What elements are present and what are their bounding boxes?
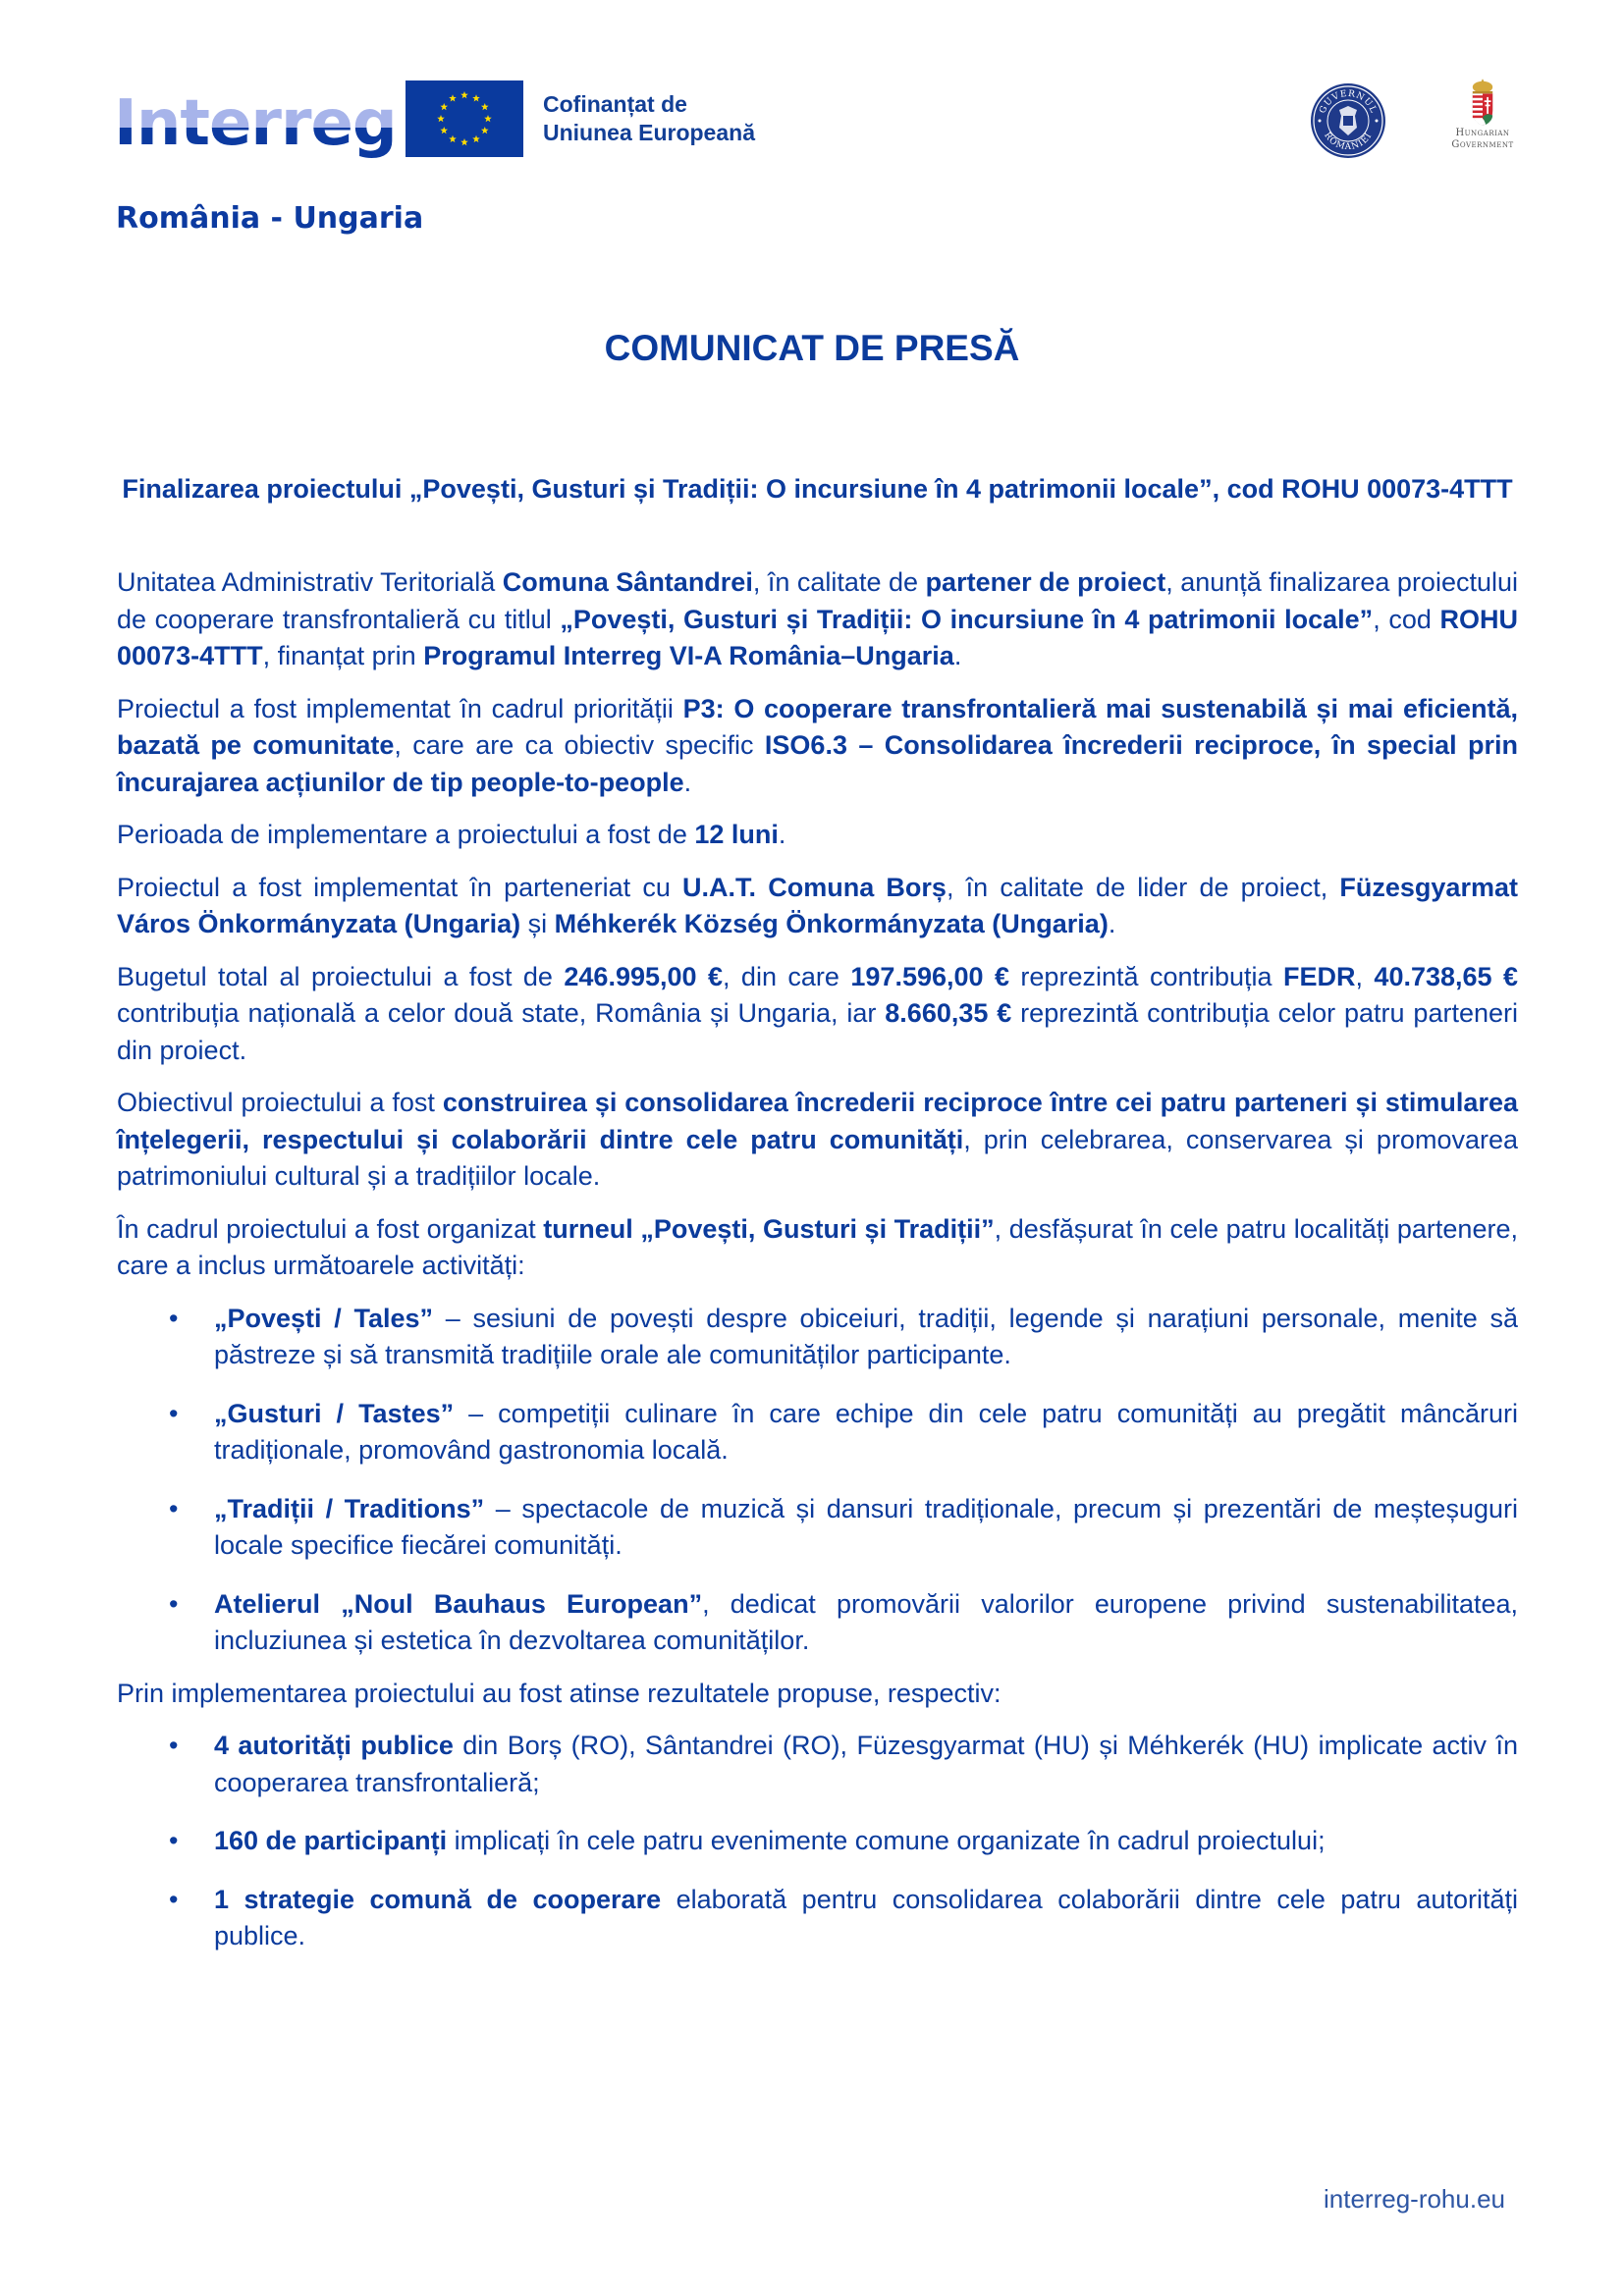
body-text: . bbox=[683, 767, 692, 797]
emphasis-text: „Povești, Gusturi și Tradiții: O incursiune în 4 patrimonii locale” bbox=[560, 604, 1374, 634]
press-release-body bbox=[117, 564, 1518, 1971]
paragraph-budget bbox=[117, 959, 1518, 1070]
body-text: Unitatea Administrativ Teritorială bbox=[117, 567, 503, 597]
body-text: , prin celebrarea, conservarea și promovarea patrimoniului cultural și a tradițiilor locale. bbox=[117, 1124, 1518, 1191]
emphasis-text: 40.738,65 € bbox=[1374, 961, 1518, 991]
bullet-icon: • bbox=[169, 1493, 179, 1523]
body-text: , bbox=[1355, 961, 1375, 991]
eu-cofinance-text bbox=[543, 90, 755, 147]
bullet-icon: • bbox=[169, 1826, 179, 1855]
emphasis-text: 12 luni bbox=[694, 820, 779, 849]
bullet-icon: • bbox=[169, 1303, 179, 1333]
eu-star-icon bbox=[460, 91, 468, 98]
body-text: , dedicat promovării valorilor europene privind sustenabilitatea, incluziunea și estetica în dezvoltarea comunităților. bbox=[214, 1588, 1518, 1655]
bullet-icon: • bbox=[169, 1588, 179, 1619]
body-text: Bugetul total al proiectului a fost de bbox=[117, 961, 565, 991]
emphasis-text: Atelierul „Noul Bauhaus European” bbox=[214, 1588, 703, 1619]
activity-list-item bbox=[117, 1586, 1518, 1660]
paragraph-objective bbox=[117, 1085, 1518, 1196]
emphasis-text: construirea și consolidarea încrederii reciproce între cei patru parteneri și stimularea înțelegerii, respectului și colaborării dintre cele patru comunități bbox=[117, 1088, 1518, 1154]
body-text: , care are ca obiectiv specific bbox=[394, 730, 765, 760]
bullet-icon: • bbox=[169, 1884, 179, 1914]
activity-list-item bbox=[117, 1491, 1518, 1565]
body-text: , în calitate de bbox=[752, 567, 926, 597]
body-text: Proiectul a fost implementat în cadrul priorității bbox=[117, 693, 683, 723]
emphasis-text: 160 de participanți bbox=[214, 1826, 448, 1855]
footer-website-link[interactable]: interreg-rohu.eu bbox=[1324, 2184, 1505, 2214]
body-text: În cadrul proiectului a fost organizat bbox=[117, 1213, 544, 1244]
ro-seal-bottom-text: ROMÂNIEI bbox=[1322, 131, 1375, 153]
eu-cofinance-line2: Uniunea Europeană bbox=[543, 120, 755, 145]
result-list-item bbox=[117, 1882, 1518, 1955]
eu-cofinance-line1: Cofinanțat de bbox=[543, 91, 687, 117]
body-text: , anunță finalizarea proiectului de cooperare transfrontalieră cu titlul bbox=[117, 567, 1518, 634]
romanian-government-seal-icon bbox=[1310, 82, 1386, 159]
emphasis-text: ISO6.3 – Consolidarea încrederii reciproce, în special prin încurajarea acțiunilor de tip people-to-people bbox=[117, 730, 1518, 797]
eu-star-icon bbox=[449, 135, 457, 142]
hu-gov-line2: Government bbox=[1451, 139, 1514, 150]
hungarian-coat-of-arms-icon bbox=[1466, 77, 1499, 128]
result-list-item bbox=[117, 1823, 1518, 1860]
interreg-logo: Interreg bbox=[114, 87, 397, 160]
eu-star-icon bbox=[484, 115, 492, 122]
eu-star-icon bbox=[472, 94, 480, 101]
bullet-icon: • bbox=[169, 1731, 179, 1760]
body-text: . bbox=[953, 641, 962, 670]
ro-seal-top-text: GUVERNUL bbox=[1318, 88, 1379, 116]
eu-star-icon bbox=[481, 127, 489, 133]
body-text: Obiectivul proiectului a fost bbox=[117, 1088, 443, 1117]
body-text: . bbox=[1108, 909, 1116, 938]
eu-flag-icon bbox=[406, 80, 523, 157]
body-text: – spectacole de muzică și dansuri tradiționale, precum și prezentări de meșteșuguri locale specifice fiecărei comunități. bbox=[214, 1493, 1518, 1560]
body-text: , desfășurat în cele patru localități partenere, care a inclus următoarele activități: bbox=[117, 1213, 1518, 1280]
emphasis-text: U.A.T. Comuna Borș bbox=[682, 872, 947, 902]
emphasis-text: 246.995,00 € bbox=[564, 961, 723, 991]
body-text: Prin implementarea proiectului au fost atinse rezultatele propuse, respectiv: bbox=[117, 1678, 1001, 1708]
program-area-label: România - Ungaria bbox=[116, 201, 424, 236]
body-text: . bbox=[778, 820, 786, 849]
paragraph-partnership bbox=[117, 870, 1518, 943]
results-list bbox=[117, 1728, 1518, 1955]
body-text: Proiectul a fost implementat în parteneriat cu bbox=[117, 872, 683, 902]
emphasis-text: 8.660,35 € bbox=[885, 998, 1012, 1028]
emphasis-text: 197.596,00 € bbox=[850, 961, 1009, 991]
emphasis-text: 1 strategie comună de cooperare bbox=[214, 1884, 662, 1914]
body-text: reprezintă contribuția bbox=[1008, 961, 1283, 991]
activity-list-item bbox=[117, 1396, 1518, 1469]
emphasis-text: Méhkerék Község Önkormányzata (Ungaria) bbox=[554, 909, 1109, 938]
paragraph-tour bbox=[117, 1211, 1518, 1285]
eu-star-icon bbox=[481, 103, 489, 110]
body-text: , din care bbox=[722, 961, 851, 991]
emphasis-text: „Gusturi / Tastes” bbox=[214, 1398, 455, 1428]
body-text: implicați în cele patru evenimente comune organizate în cadrul proiectului; bbox=[447, 1826, 1326, 1855]
body-text: Perioada de implementare a proiectului a fost de bbox=[117, 820, 695, 849]
emphasis-text: Füzesgyarmat Város Önkormányzata (Ungaria) bbox=[117, 872, 1518, 938]
bullet-icon: • bbox=[169, 1398, 179, 1428]
emphasis-text: turneul „Povești, Gusturi și Tradiții” bbox=[543, 1213, 995, 1244]
emphasis-text: 4 autorități publice bbox=[214, 1731, 454, 1760]
body-text: – sesiuni de povești despre obiceiuri, tradiții, legende și narațiuni personale, menite să păstreze și să transmită tradițiile orale ale comunităților participante. bbox=[214, 1303, 1518, 1369]
eu-star-icon bbox=[437, 115, 445, 122]
emphasis-text: ROHU 00073-4TTT bbox=[117, 604, 1518, 670]
emphasis-text: partener de proiect bbox=[925, 567, 1166, 597]
body-text: , în calitate de lider de proiect, bbox=[946, 872, 1340, 902]
body-text: , cod bbox=[1373, 604, 1440, 634]
emphasis-text: „Tradiții / Traditions” bbox=[214, 1493, 485, 1523]
body-text: reprezintă contribuția celor patru parteneri din proiect. bbox=[117, 998, 1518, 1065]
body-text: , finanțat prin bbox=[262, 641, 424, 670]
emphasis-text: FEDR bbox=[1282, 961, 1356, 991]
activity-list-item bbox=[117, 1301, 1518, 1374]
body-text: elaborată pentru consolidarea colaborării dintre cele patru autorități publice. bbox=[214, 1884, 1518, 1950]
hu-gov-line1: Hungarian bbox=[1455, 128, 1510, 138]
paragraph-priority bbox=[117, 691, 1518, 802]
result-list-item bbox=[117, 1728, 1518, 1801]
paragraph-duration bbox=[117, 817, 1518, 854]
emphasis-text: P3: O cooperare transfrontalieră mai sustenabilă și mai eficientă, bazată pe comunitate bbox=[117, 693, 1518, 760]
emphasis-text: Comuna Sântandrei bbox=[502, 567, 753, 597]
eu-star-icon bbox=[440, 127, 448, 133]
eu-star-icon bbox=[449, 94, 457, 101]
page-subtitle: Finalizarea proiectului „Povești, Gusturi și Tradiții: O incursiune în 4 patrimonii locale”, cod ROHU 00073-4TTT bbox=[122, 474, 1513, 504]
eu-star-icon bbox=[460, 138, 468, 145]
eu-star-icon bbox=[440, 103, 448, 110]
emphasis-text: „Povești / Tales” bbox=[214, 1303, 434, 1333]
hungarian-government-logo bbox=[1443, 77, 1522, 151]
body-text: – competiții culinare în care echipe din cele patru comunități au pregătit mâncăruri tradiționale, promovând gastronomia locală. bbox=[214, 1398, 1518, 1465]
body-text: contribuția națională a celor două state, România și Ungaria, iar bbox=[117, 998, 886, 1028]
body-text: din Borș (RO), Sântandrei (RO), Füzesgyarmat (HU) și Méhkerék (HU) implicate activ în cooperarea transfrontalieră; bbox=[214, 1731, 1518, 1797]
paragraph-results-intro bbox=[117, 1676, 1518, 1713]
eu-star-icon bbox=[472, 135, 480, 142]
paragraph-partner-announcement bbox=[117, 564, 1518, 675]
body-text: și bbox=[520, 909, 555, 938]
emphasis-text: Programul Interreg VI-A România–Ungaria bbox=[423, 641, 954, 670]
eu-stars bbox=[406, 80, 523, 157]
page-title: COMUNICAT DE PRESĂ bbox=[604, 328, 1020, 368]
activities-list bbox=[117, 1301, 1518, 1660]
